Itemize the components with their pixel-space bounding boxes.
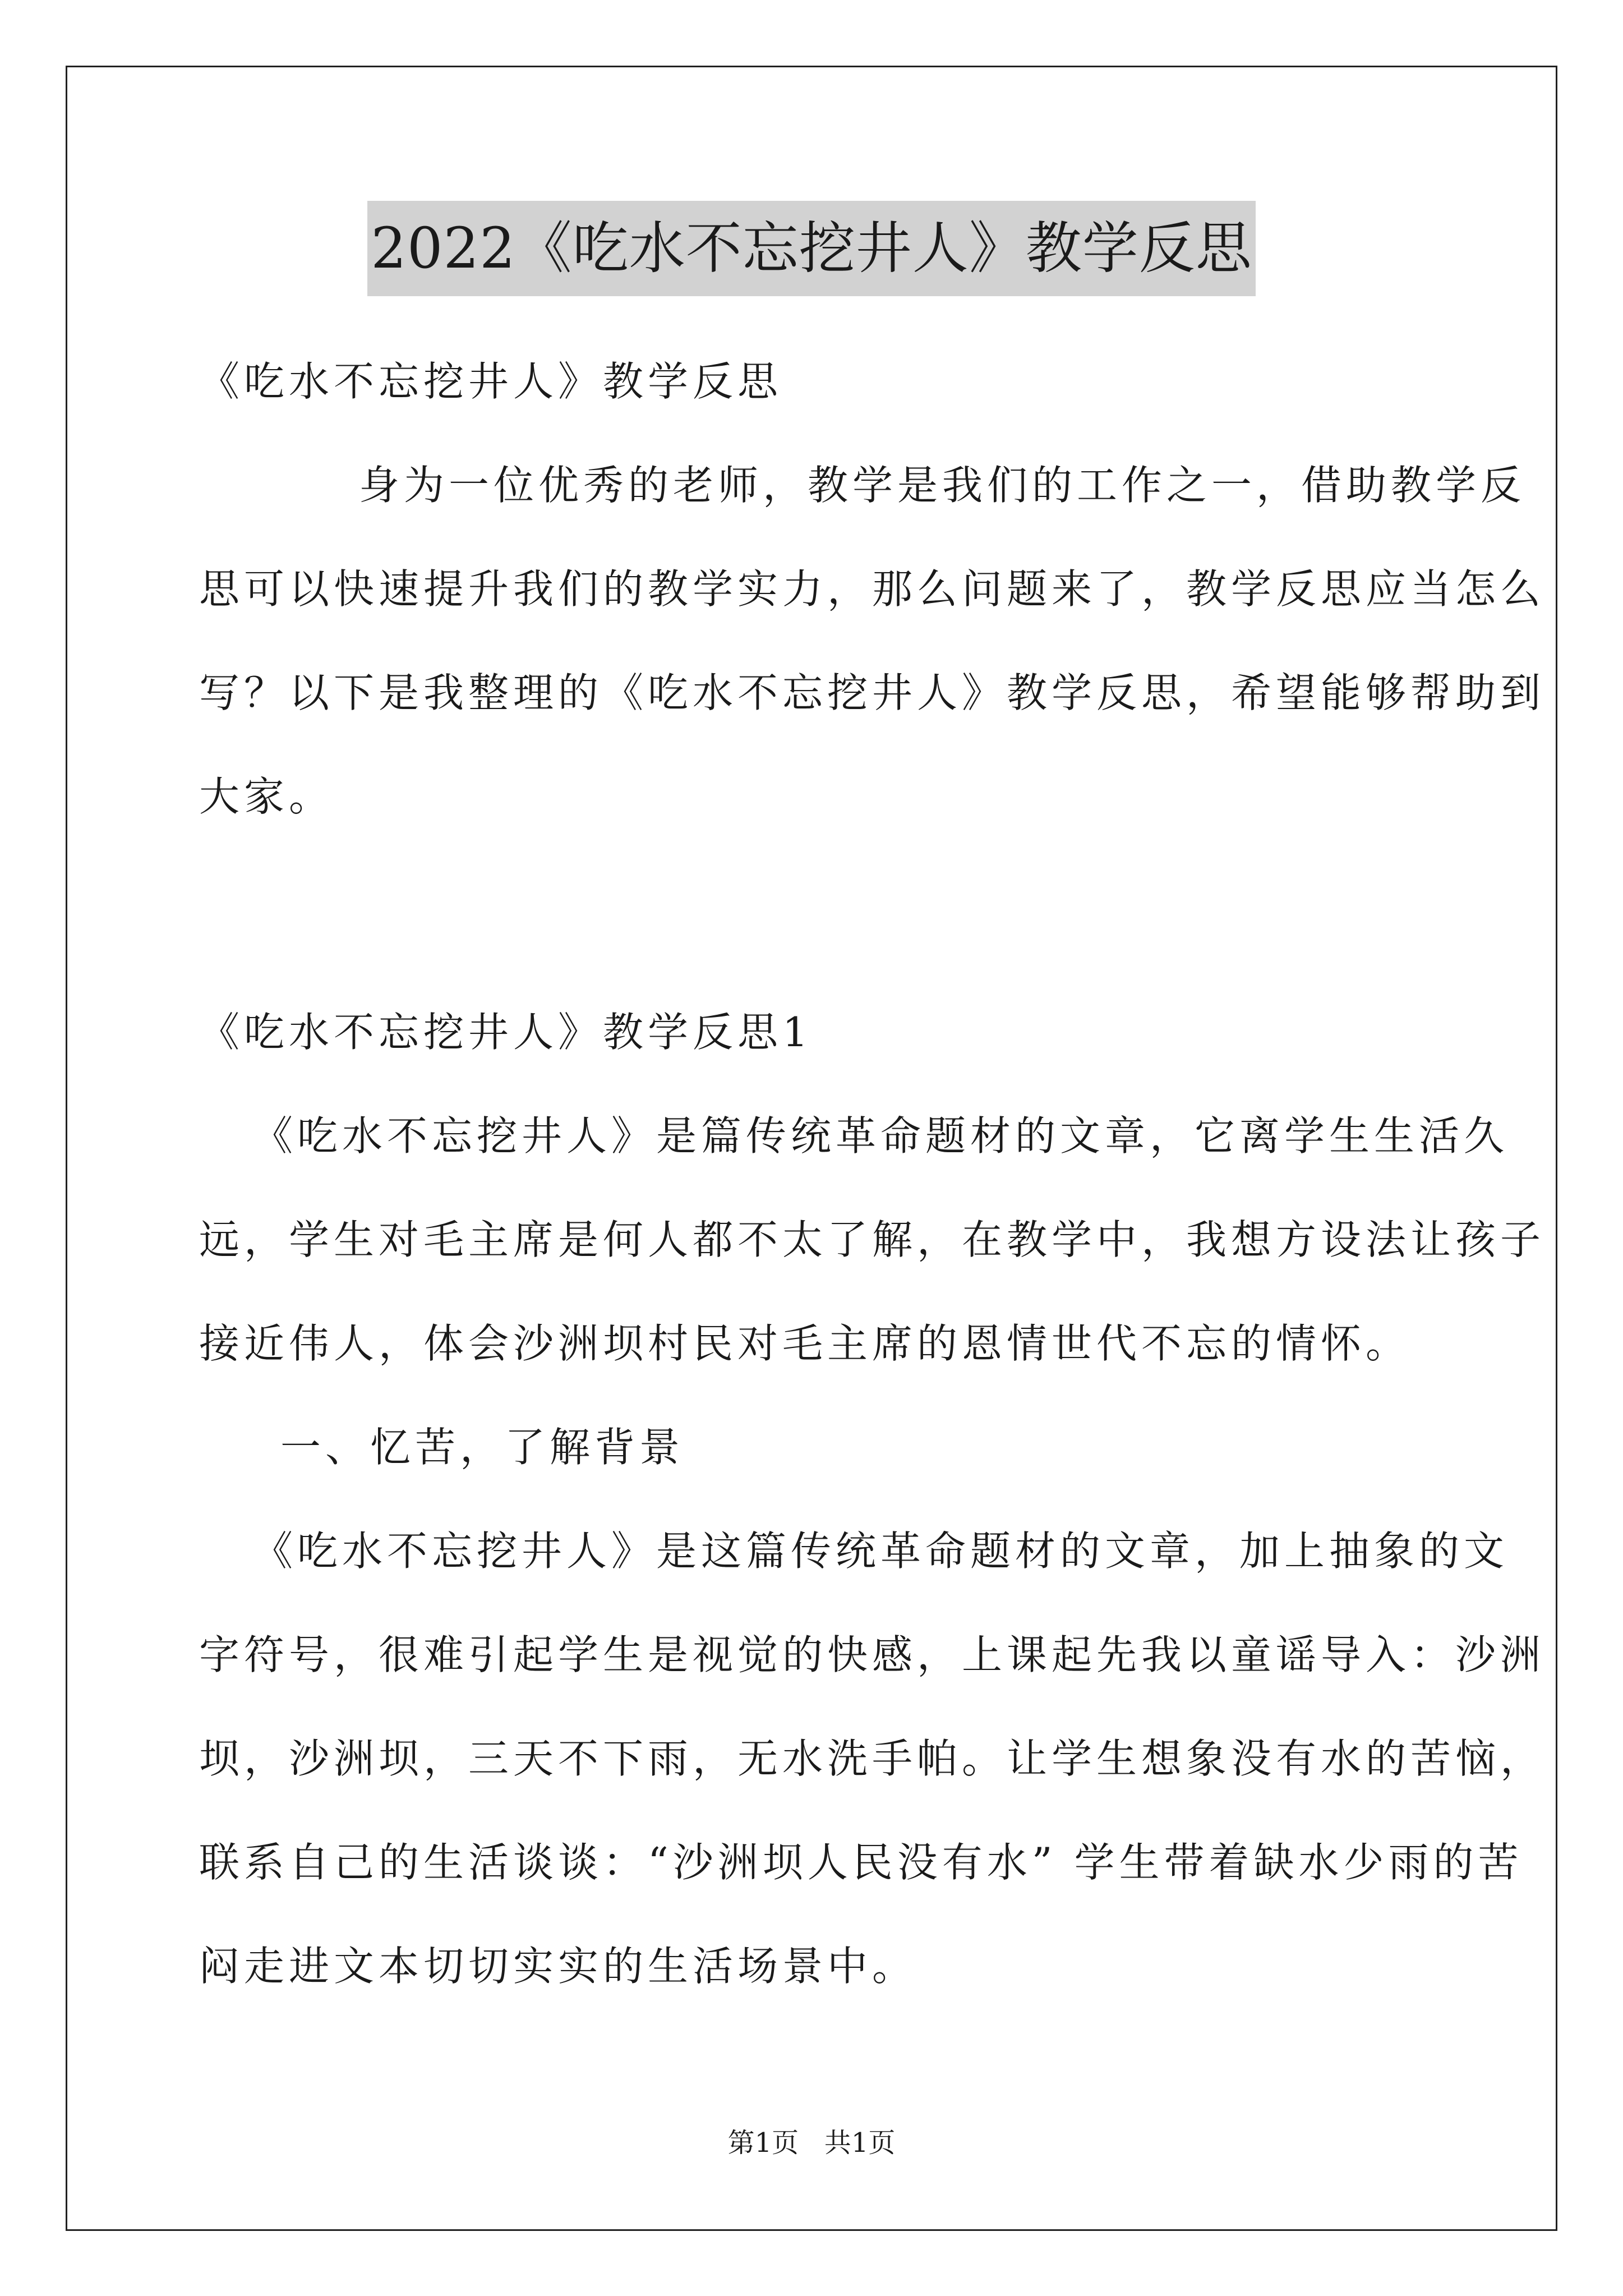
section-1-para-2-line-2: 字符号，很难引起学生是视觉的快感，上课起先我以童谣导入：沙洲: [199, 1631, 1546, 1678]
section-1-para-2-line-4: 联系自己的生活谈谈：“沙洲坝人民没有水” 学生带着缺水少雨的苦: [199, 1839, 1523, 1886]
section-1-para-2-line-1: 《吃水不忘挖井人》是这篇传统革命题材的文章，加上抽象的文: [252, 1527, 1509, 1575]
document-title: 2022《吃水不忘挖井人》教学反思: [367, 201, 1256, 296]
section-1-para-2-line-3: 坝，沙洲坝，三天不下雨，无水洗手帕。让学生想象没有水的苦恼，: [199, 1735, 1546, 1782]
title-container: [0, 201, 1623, 296]
page-footer: 第1页 共1页: [727, 2127, 896, 2159]
intro-line-1: 身为一位优秀的老师，教学是我们的工作之一，借助教学反: [359, 462, 1526, 509]
section-1-heading: 《吃水不忘挖井人》教学反思1: [199, 1009, 813, 1056]
intro-line-3: 写？以下是我整理的《吃水不忘挖井人》教学反思，希望能够帮助到: [199, 669, 1546, 716]
section-1-point-1: 一、忆苦，了解背景: [280, 1424, 685, 1471]
section-1-para-2-line-5: 闷走进文本切切实实的生活场景中。: [199, 1943, 917, 1990]
intro-line-4: 大家。: [199, 773, 334, 820]
subtitle: 《吃水不忘挖井人》教学反思: [199, 358, 783, 405]
section-1-para-1-line-1: 《吃水不忘挖井人》是篇传统革命题材的文章，它离学生生活久: [252, 1112, 1509, 1159]
section-1-para-1-line-2: 远，学生对毛主席是何人都不太了解，在教学中，我想方设法让孩子: [199, 1216, 1546, 1263]
section-1-para-1-line-3: 接近伟人，体会沙洲坝村民对毛主席的恩情世代不忘的情怀。: [199, 1320, 1411, 1367]
intro-line-2: 思可以快速提升我们的教学实力，那么问题来了，教学反思应当怎么: [199, 565, 1546, 613]
